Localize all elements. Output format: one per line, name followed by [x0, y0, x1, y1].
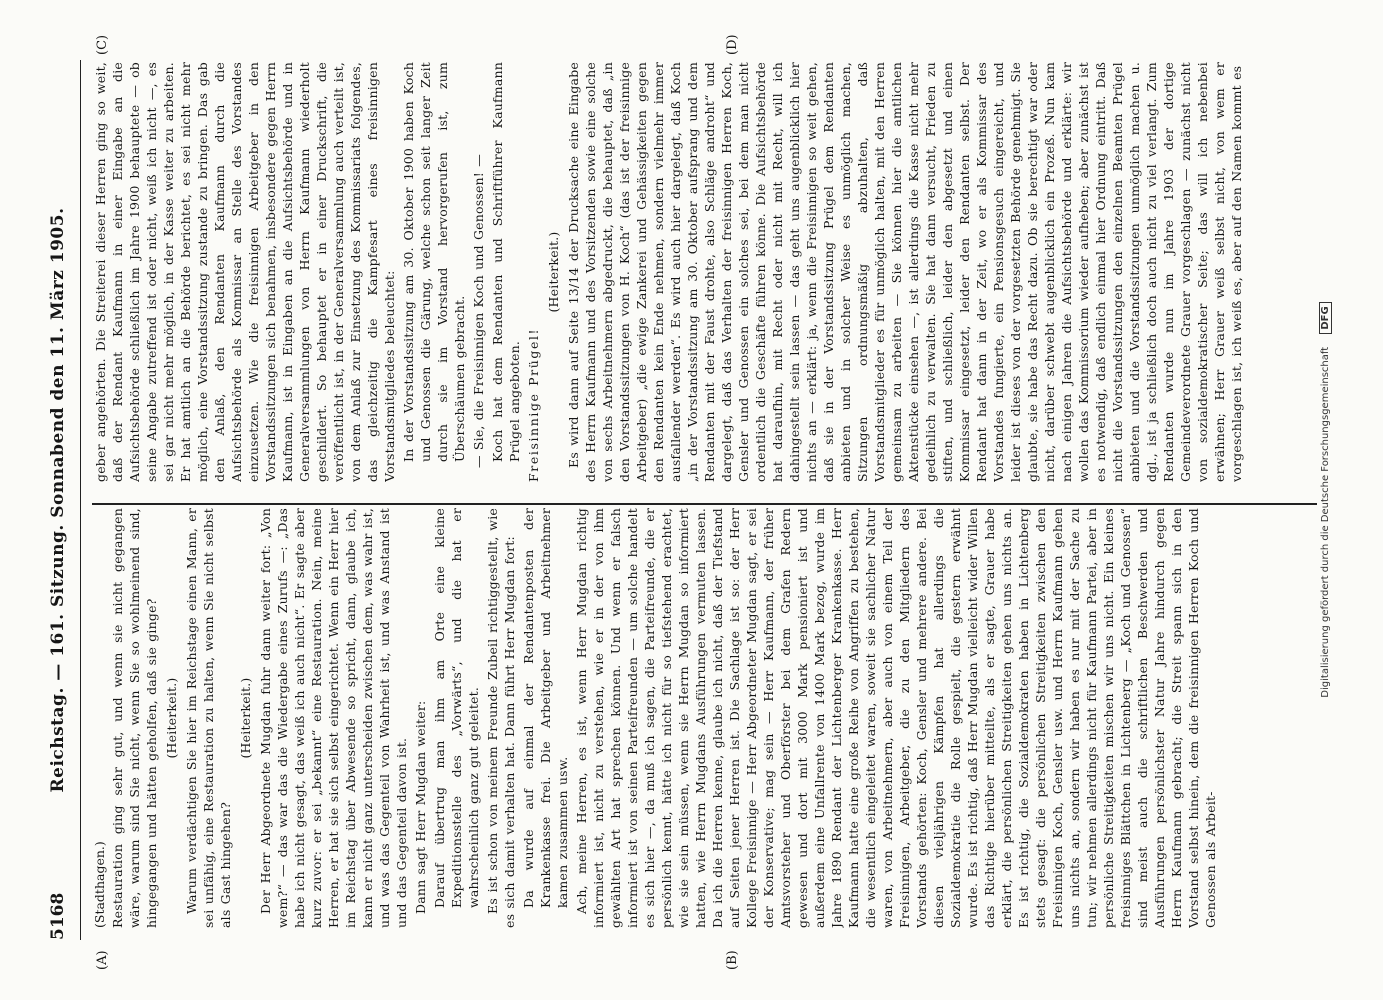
section-heading: (Stadthagen.)	[92, 841, 107, 928]
paragraph: Freisinnige Prügel!	[526, 327, 541, 482]
header-rule	[80, 60, 81, 940]
laughter-note: (Heiterkeit.)	[238, 677, 253, 759]
paragraph: Restauration ging sehr gut, und wenn sie nicht gegangen wäre, warum sind Sie nicht, wenn Sie so wohlmeinend sind, hingegangen und hätten geholfen, daß sie ginge?	[110, 508, 159, 928]
paragraph: Es ist schon von meinem Freunde Zubeil richtiggestellt, wie es sich damit verhalten hat. Dann führt Herr Mugdan fort:	[485, 508, 517, 928]
margin-marker-c: (C)	[95, 34, 110, 55]
paragraph: Dann sagt Herr Mugdan weiter:	[413, 700, 428, 914]
paragraph: — Sie, die Freisinnigen Koch und Genossen! —	[471, 154, 486, 468]
quotation: Da wurde auf einmal der Rendantenposten der Krankenkasse frei. Die Arbeitgeber und Arbeitnehmer kamen zusammen usw.	[521, 508, 570, 908]
margin-marker-d: (D)	[725, 34, 740, 55]
column-divider	[92, 504, 1317, 506]
quotation: Darauf übertrug man ihm am Orte eine kleine Expeditionsstelle des „Vorwärts“, und die hat er wahrscheinlich ganz gut geleitet.	[432, 508, 481, 908]
paragraph: Es wird dann auf Seite 13/14 der Drucksache eine Eingabe des Herrn Kaufmann und des Vorsitzenden sowie eine solche von sechs Arbeitnehmern abgedruckt, die behauptet, daß „in den Vorstandssitzungen von H. Koch“ (das ist der freisinnige Arbeitgeber) „die ewige Zankerei und Gehässigkeiten gegen den Rendanten kein Ende nehmen, sondern vielmehr immer ausfallender werden“. Es wird auch hier dargelegt, daß Koch „in der Vorstandssitzung am 30. Oktober aufsprang und dem Rendanten mit der Faust drohte, also Schläge androht“ und dargelegt, daß das Verhalten der freisinnigen Herren Koch, Gensler und Genossen ein solches sei, bei dem man nicht ordentlich die Geschäfte führen könne. Die Aufsichtsbehörde hat daraufhin, mit Recht oder nicht mit Recht, will ich dahingestellt sein lassen — das geht uns augenblicklich hier nichts an — erklärt: ja, wenn die Freisinnigen so weit gehen, daß sie in der Vorstandssitzung Prügel dem Rendanten anbieten und in solcher Weise es unmöglich machen, Sitzungen ordnungsmäßig abzuhalten, daß Vorstandsmitglieder es für unmöglich halten, mit den Herren gemeinsam zu arbeiten — Sie können hier die amtlichen Aktenstücke einsehen —, ist allerdings die Kasse nicht mehr gedeihlich zu verwalten. Sie hat dann versucht, Frieden zu stiften, und schließlich, leider den abgesetzt und einen Kommissar eingesetzt, leider den Rendanten selbst. Der Rendant hat dann in der Zeit, wo er als Kommissar des Vorstandes fungierte, ein Pensionsgesuch eingereicht, und leider ist dieses von der vorgesetzten Behörde genehmigt. Sie glaubte, sie habe das Recht dazu. Ob sie berechtigt war oder nicht, darüber schwebt augenblicklich ein Prozeß. Nun kam nach einigen Jahren die Aufsichtsbehörde und erklärte: wir wollen das Kommissorium wieder aufheben; aber zunächst ist es notwendig, daß endlich einmal hier Ordnung eintritt. Daß nicht die Vorstandssitzungen den einzelnen Beamten Prügel anbieten und die Vorstandssitzungen unmöglich machen u. dgl., ist ja schließlich doch auch nicht zu viel verlangt. Zum Rendanten wurde nun im Jahre 1903 der dortige Gemeindeverordnete Grauer vorgeschlagen — zunächst nicht von sozialdemokratischer Seite; das will ich nebenbei erwähnen; Herr Grauer weiß selbst nicht, von wem er vorgeschlagen ist, ich weiß es, aber auf den Namen kommt es	[566, 62, 1244, 482]
paragraph: geber angehörten. Die Streiterei dieser Herren ging so weit, daß der Rendant Kaufmann in einer Eingabe an die Aufsichtsbehörde schließlich im Jahre 1900 behauptete — ob seine Angabe zutreffend ist oder nicht, weiß ich nicht —, es sei gar nicht mehr möglich, in der Kasse weiter zu arbeiten. Er hat amtlich an die Behörde berichtet, es sei nicht mehr möglich, eine Vorstandssitzung zustande zu bringen. Das gab den Anlaß, den Rendanten Kaufmann durch die Aufsichtsbehörde als Kommissar an Stelle des Vorstandes einzusetzen. Wie die freisinnigen Arbeitgeber in den Vorstandssitzungen sich benahmen, insbesondere gegen Herrn Kaufmann, ist in Eingaben an die Aufsichtsbehörde und in Generalversammlungen von Herrn Kaufmann wiederholt geschildert. So behauptet er in einer Druckschrift, die veröffentlicht ist, in der Generalversammlung auch verteilt ist, von dem Anlaß zur Einsetzung des Kommissariats folgendes, das gleichzeitig die Kampfesart eines freisinnigen Vorstandsmitgliedes beleuchtet:	[93, 62, 397, 482]
left-column	[92, 508, 1317, 928]
quotation: Koch hat dem Rendanten und Schriftführer Kaufmann Prügel angeboten.	[490, 62, 522, 462]
margin-marker-b: (B)	[725, 950, 740, 970]
margin-marker-a: (A)	[95, 950, 110, 970]
right-column	[92, 62, 1317, 482]
running-title: Reichstag. — 161. Sitzung. Sonnabend den 11. März 1905.	[48, 207, 68, 793]
dfg-logo: DFG	[1319, 302, 1332, 333]
digitization-stamp	[1320, 10, 1331, 990]
digitization-note: Digitalisierung gefördert durch die Deutsche Forschungsgemeinschaft	[1320, 346, 1331, 698]
paragraph: Warum verdächtigen Sie hier im Reichstage einen Mann, er sei unfähig, eine Restauration zu halten, wenn Sie nicht selbst als Gast hingehen?	[184, 508, 233, 928]
page-header	[48, 60, 76, 940]
laughter-note: (Heiterkeit.)	[164, 677, 179, 759]
paragraph: Der Herr Abgeordnete Mugdan fuhr dann weiter fort: „Von wem?“ — das war das die Wiedergabe eines Zurufs —: „Das habe ich nicht gesagt, das weiß ich auch nicht“. Er sagte aber kurz zuvor: er sei „bekannt“ eine Restauration. Nein, meine Herren, er hat sie sich selbst eingerichtet. Wenn ein Herr hier im Reichstag über Abwesende so spricht, dann, glaube ich, kann er nicht ganz unterscheiden zwischen dem, was wahr ist, und was das Gegenteil von Wahrheit ist, und was Anstand ist und das Gegenteil davon ist.	[258, 508, 409, 928]
paragraph: Ach, meine Herren, es ist, wenn Herr Mugdan richtig informiert ist, nicht zu verstehen, wie er in der von ihm gewählten Art hat sprechen können. Und wenn er falsch informiert ist von seinen Parteifreunden — um solche handelt es sich hier —, da muß ich sagen, die Parteifreunde, die er persönlich kennt, hätte ich nicht für so tiefstehend erachtet, wie sie sein müssen, wenn sie Herrn Mugdan so informiert hatten, wie Herrn Mugdans Ausführungen vermuten lassen. Da ich die Herren kenne, glaube ich nicht, daß der Tiefstand auf Seiten jener Herren ist. Die Sachlage ist so: der Herr Kollege Freisinnige — Herr Abgeordneter Mugdan sagt, er sei der Konservative; mag sein — Herr Kaufmann, der früher Amtsvorsteher und Oberförster bei dem Grafen Redern gewesen und dort mit 3000 Mark pensioniert ist und außerdem eine Unfallrente von 1400 Mark bezog, wurde im Jahre 1890 Rendant der Lichtenberger Krankenkasse. Herr Kaufmann hatte eine große Reihe von Angriffen zu bestehen, die wesentlich eingeleitet waren, soweit sie sachlicher Natur waren, von Arbeitnehmern, aber auch von einem Teil der Freisinnigen, Arbeitgeber, die zu den Mitgliedern des Vorstands gehörten: Koch, Gensler und mehrere andere. Bei diesen vieljährigen Kämpfen hat allerdings die Sozialdemokratie die Rolle gespielt, die gestern erwähnt wurde. Es ist richtig, daß Herr Mugdan vielleicht wider Willen das Richtige hierüber mitteilte, als er sagte, Grauer habe erklärt, die persönlichen Streitigkeiten gehen uns nichts an. Es ist richtig, die Sozialdemokraten haben in Lichtenberg stets gesagt: die persönlichen Streitigkeiten zwischen den Freisinnigen Koch, Gensler usw. und Herrn Kaufmann gehen uns nichts an, sondern wir haben es nur mit der Sache zu tun; wir nehmen allerdings nicht für Kaufmann Partei, aber in persönliche Streitigkeiten mischen wir uns nicht. Ein kleines freisinniges Blättchen in Lichtenberg — „Koch und Genossen“ sind meist auch die schriftlichen Beschwerden und Ausführungen persönlichster Natur Jahre hindurch gegen Herrn Kaufmann gebracht; die Streit spann sich in den Vorstand selbst hinein, dem die freisinnigen Herren Koch und Genossen als Arbeit-	[574, 508, 1218, 928]
page-number: 5168	[48, 892, 68, 940]
laughter-note: (Heiterkeit.)	[546, 231, 561, 313]
quotation: In der Vorstandssitzung am 30. Oktober 1900 haben Koch und Genossen die Gärung, welche schon seit langer Zeit durch sie im Vorstand hervorgerufen ist, zum Überschäumen gebracht.	[401, 62, 467, 462]
